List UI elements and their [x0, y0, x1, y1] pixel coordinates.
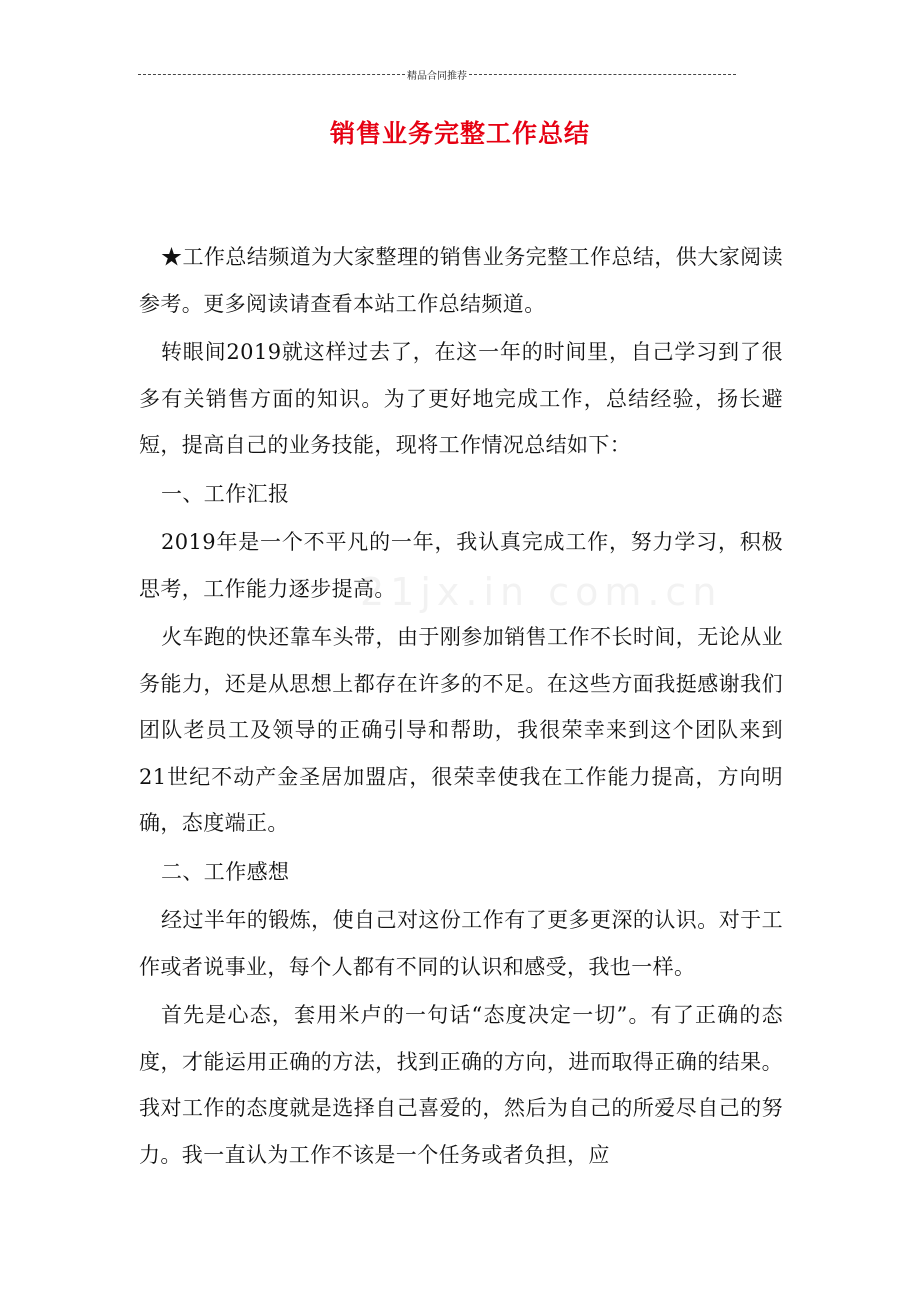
- header-label: 精品合同推荐: [407, 70, 467, 82]
- header-dash-right: [469, 74, 736, 75]
- paragraph-year-summary: 2019年是一个不平凡的一年，我认真完成工作，努力学习，积极思考，工作能力逐步提高。: [139, 530, 783, 601]
- document-body: [139, 234, 783, 1180]
- paragraph-overview: 转眼间2019就这样过去了，在这一年的时间里，自己学习到了很多有关销售方面的知识。为了更好地完成工作，总结经验，扬长避短，提高自己的业务技能，现将工作情况总结如下：: [139, 340, 783, 457]
- document-title: 销售业务完整工作总结: [329, 119, 590, 148]
- paragraph-team-thanks: 火车跑的快还靠车头带，由于刚参加销售工作不长时间，无论从业务能力，还是从思想上都存在许多的不足。在这些方面我挺感谢我们团队老员工及领导的正确引导和帮助，我很荣幸来到这个团队来到21世纪不动产金圣居加盟店，很荣幸使我在工作能力提高，方向明确，态度端正。: [139, 625, 783, 835]
- section-heading-work-report: 一、工作汇报: [161, 481, 290, 506]
- paragraph-intro: ★工作总结频道为大家整理的销售业务完整工作总结，供大家阅读参考。更多阅读请查看本站工作总结频道。: [139, 245, 783, 316]
- paragraph-experience: 经过半年的锻炼，使自己对这份工作有了更多更深的认识。对于工作或者说事业，每个人都有不同的认识和感受，我也一样。: [139, 908, 783, 979]
- watermark: 21jx.in com.cn: [360, 570, 723, 614]
- section-heading-work-thoughts: 二、工作感想: [161, 859, 290, 884]
- header-dash-left: [138, 74, 405, 75]
- paragraph-attitude: 首先是心态，套用米卢的一句话“态度决定一切”。有了正确的态度，才能运用正确的方法，找到正确的方向，进而取得正确的结果。我对工作的态度就是选择自己喜爱的，然后为自己的所爱尽自己的努力。我一直认为工作不该是一个任务或者负担，应: [139, 1003, 783, 1167]
- page-header: [138, 66, 736, 82]
